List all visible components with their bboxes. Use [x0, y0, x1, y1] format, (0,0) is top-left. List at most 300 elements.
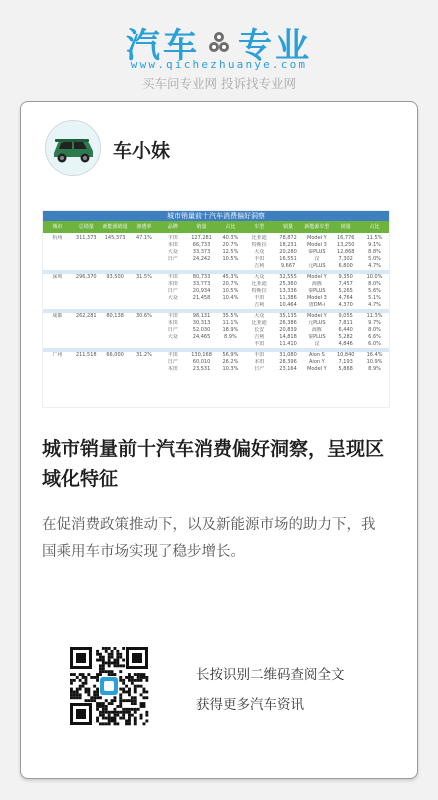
- qr-module: [96, 696, 99, 699]
- table-cell: [129, 288, 158, 295]
- qr-module: [79, 688, 82, 691]
- qr-module: [93, 691, 96, 694]
- qr-module: [87, 691, 90, 694]
- table-cell: [72, 366, 101, 373]
- table-cell: 吉利: [254, 334, 265, 340]
- qr-module: [99, 659, 102, 662]
- qr-module: [131, 676, 134, 679]
- qr-module: [122, 664, 125, 667]
- table-cell: 秦PLUS: [308, 288, 326, 294]
- table-cell: 31.2%: [135, 352, 152, 358]
- site-url: www.qichezhuanye.com: [130, 58, 308, 71]
- table-cell: 66,733: [192, 242, 211, 248]
- qr-module: [99, 656, 102, 659]
- qr-module: [119, 653, 122, 656]
- qr-module: [96, 679, 99, 682]
- qr-module: [105, 699, 108, 702]
- qr-module: [102, 670, 105, 673]
- qr-module: [73, 696, 76, 699]
- thumbnail-column-header: 销量: [196, 224, 207, 230]
- qr-module: [119, 688, 122, 691]
- qr-module: [143, 673, 146, 676]
- table-cell: 5.1%: [368, 295, 381, 301]
- table-cell: 8.0%: [368, 327, 381, 333]
- table-cell: 11,386: [279, 295, 297, 301]
- table-cell: 6.0%: [368, 341, 381, 347]
- table-cell: 比亚迪: [251, 281, 267, 287]
- table-cell: [72, 341, 101, 348]
- qr-module: [102, 656, 105, 659]
- thumbnail-column-header: 品牌: [167, 224, 178, 230]
- site-slogan: 买车问专业网 投诉找专业网: [142, 76, 296, 91]
- table-cell: 汉: [314, 341, 320, 347]
- qr-module: [108, 653, 111, 656]
- table-row: [43, 352, 389, 359]
- qr-module: [111, 656, 114, 659]
- table-cell: Model 3: [306, 295, 327, 301]
- qr-module: [79, 673, 82, 676]
- table-cell: 20,839: [279, 327, 297, 333]
- qr-module: [114, 708, 117, 711]
- table-row: [43, 249, 389, 256]
- table-cell: 4.7%: [368, 302, 381, 308]
- table-cell: 14,818: [279, 334, 297, 340]
- table-cell: 大众: [254, 249, 265, 255]
- qr-module: [114, 696, 117, 699]
- qr-module: [143, 702, 146, 705]
- table-cell: [43, 295, 72, 302]
- table-cell: 6,800: [338, 263, 353, 269]
- qr-module: [70, 696, 73, 699]
- qr-module: [111, 711, 114, 714]
- qr-module: [99, 667, 102, 670]
- table-cell: [101, 263, 130, 270]
- table-cell: [216, 263, 245, 270]
- table-cell: [101, 320, 130, 327]
- table-row: [43, 263, 389, 270]
- table-cell: 本田: [167, 281, 178, 287]
- qr-code[interactable]: [68, 645, 150, 727]
- qr-module: [108, 662, 111, 665]
- qr-module: [93, 676, 96, 679]
- table-cell: 11,410: [279, 341, 297, 347]
- table-cell: [43, 366, 72, 373]
- table-row: [43, 313, 389, 320]
- table-cell: 9,055: [338, 313, 353, 319]
- qr-module: [134, 688, 137, 691]
- thumbnail-column-header: 占比: [369, 224, 380, 230]
- qr-module: [105, 705, 108, 708]
- qr-module: [111, 650, 114, 653]
- qr-module: [76, 691, 79, 694]
- table-cell: 16.4%: [366, 352, 383, 358]
- table-cell: 丰田: [254, 341, 265, 347]
- thumbnail-column-header: 占比: [225, 224, 236, 230]
- qr-module: [85, 676, 88, 679]
- qr-module: [114, 714, 117, 717]
- qr-module: [96, 720, 99, 723]
- qr-module: [114, 673, 117, 676]
- qr-module: [143, 676, 146, 679]
- qr-module: [125, 722, 128, 725]
- table-cell: 5.0%: [368, 256, 381, 262]
- table-row: [43, 256, 389, 263]
- table-cell: 大众: [254, 274, 265, 280]
- table-cell: 9,350: [338, 274, 353, 280]
- table-cell: 16,551: [279, 256, 297, 262]
- qr-module: [116, 705, 119, 708]
- qr-module: [145, 679, 148, 682]
- qr-module: [137, 679, 140, 682]
- qr-module: [111, 670, 114, 673]
- qr-module: [99, 673, 102, 676]
- thumbnail-column-header: 渗透率: [136, 224, 152, 230]
- qr-module: [140, 676, 143, 679]
- qr-module: [73, 673, 76, 676]
- table-cell: [158, 263, 187, 270]
- qr-module: [70, 693, 73, 696]
- table-cell: 24,465: [192, 334, 211, 340]
- table-cell: 本田: [167, 366, 178, 372]
- table-row: [43, 341, 389, 348]
- qr-module: [105, 662, 108, 665]
- table-cell: 10.9%: [366, 359, 383, 365]
- table-cell: 大众: [167, 295, 178, 301]
- qr-module: [145, 714, 148, 717]
- qr-module: [128, 699, 131, 702]
- qr-module: [122, 691, 125, 694]
- table-cell: 元PLUS: [308, 320, 326, 326]
- qr-module: [79, 693, 82, 696]
- qr-module: [102, 662, 105, 665]
- qr-module: [125, 676, 128, 679]
- qr-module: [134, 699, 137, 702]
- table-cell: [43, 341, 72, 348]
- qr-module: [85, 688, 88, 691]
- qr-module: [119, 693, 122, 696]
- qr-module: [140, 705, 143, 708]
- table-cell: [129, 281, 158, 288]
- table-cell: [129, 327, 158, 334]
- article-thumbnail[interactable]: [42, 210, 390, 408]
- qr-module: [96, 650, 99, 653]
- qr-module: [119, 664, 122, 667]
- table-cell: 丰田: [167, 352, 178, 358]
- qr-module: [108, 670, 111, 673]
- qr-module: [143, 688, 146, 691]
- logo-text-right: 专业: [238, 26, 312, 66]
- qr-module: [76, 696, 79, 699]
- qr-module: [108, 711, 111, 714]
- qr-module: [140, 679, 143, 682]
- table-cell: 4.7%: [368, 263, 381, 269]
- table-cell: [129, 256, 158, 263]
- qr-module: [82, 682, 85, 685]
- qr-module: [99, 711, 102, 714]
- qr-module: [70, 682, 73, 685]
- qr-module: [87, 699, 90, 702]
- qr-module: [134, 673, 137, 676]
- article-title[interactable]: 城市销量前十汽车消费偏好洞察，呈现区域化特征: [42, 438, 385, 490]
- table-cell: 28,396: [279, 359, 297, 365]
- qr-module: [134, 717, 137, 720]
- qr-module: [140, 673, 143, 676]
- table-cell: [72, 249, 101, 256]
- qr-module: [114, 659, 117, 662]
- table-cell: [129, 302, 158, 309]
- qr-module: [125, 708, 128, 711]
- table-cell: 10,464: [279, 302, 297, 308]
- table-cell: 秦PLUS: [308, 249, 326, 255]
- qr-module: [102, 667, 105, 670]
- table-cell: 11.5%: [366, 235, 383, 241]
- table-cell: 35,135: [279, 313, 297, 319]
- qr-module: [111, 702, 114, 705]
- table-cell: 12.5%: [222, 249, 239, 255]
- qr-module: [143, 696, 146, 699]
- qr-module: [134, 720, 137, 723]
- table-cell: 9,667: [280, 263, 296, 269]
- qr-module: [96, 688, 99, 691]
- table-cell: 26,386: [279, 320, 297, 326]
- qr-module: [70, 679, 73, 682]
- table-cell: 杭州: [52, 235, 63, 241]
- qr-module: [96, 676, 99, 679]
- qr-module: [99, 722, 102, 725]
- table-cell: [72, 334, 101, 341]
- table-cell: [187, 263, 216, 270]
- qr-module: [108, 717, 111, 720]
- qr-module: [122, 679, 125, 682]
- qr-module: [114, 664, 117, 667]
- qr-module: [131, 702, 134, 705]
- qr-module: [108, 659, 111, 662]
- table-cell: 13,336: [279, 288, 297, 294]
- table-cell: [216, 341, 245, 348]
- table-cell: 广州: [52, 352, 63, 358]
- table-cell: [72, 327, 101, 334]
- table-cell: 130,168: [191, 352, 212, 358]
- thumbnail-column-header: 城市: [52, 224, 63, 230]
- qr-module: [114, 717, 117, 720]
- table-cell: [72, 288, 101, 295]
- table-cell: 21,458: [192, 295, 211, 301]
- table-cell: 9.7%: [368, 320, 381, 326]
- table-cell: [129, 242, 158, 249]
- qr-module: [96, 691, 99, 694]
- table-cell: [72, 242, 101, 249]
- table-cell: 4,846: [338, 341, 353, 347]
- qr-module: [116, 659, 119, 662]
- qr-module: [134, 679, 137, 682]
- qr-module: [125, 720, 128, 723]
- qr-module: [116, 662, 119, 665]
- table-cell: 6.6%: [368, 334, 381, 340]
- table-cell: 7,457: [338, 281, 353, 287]
- table-cell: 10.5%: [222, 288, 239, 294]
- table-cell: 16,776: [336, 235, 355, 241]
- table-cell: 唐DM-i: [308, 302, 326, 308]
- qr-module: [145, 720, 148, 723]
- site-header: [0, 0, 438, 100]
- qr-module: [116, 656, 119, 659]
- table-cell: [101, 256, 130, 263]
- table-cell: 特斯拉: [251, 288, 267, 294]
- qr-module: [128, 676, 131, 679]
- table-cell: 日产: [254, 366, 265, 372]
- table-cell: [43, 263, 72, 270]
- gear-icon: [206, 30, 232, 56]
- table-cell: [187, 302, 216, 309]
- qr-module: [131, 714, 134, 717]
- table-cell: 长安: [254, 327, 265, 333]
- qr-module: [102, 702, 105, 705]
- table-row: [43, 320, 389, 327]
- qr-module: [79, 679, 82, 682]
- qr-module: [105, 647, 108, 650]
- qr-module: [131, 682, 134, 685]
- qr-caption-line2: 获得更多汽车资讯: [196, 697, 304, 713]
- table-cell: [129, 366, 158, 373]
- table-cell: 海豚: [311, 281, 322, 287]
- table-cell: 30.6%: [135, 313, 152, 319]
- table-cell: 5,282: [338, 334, 353, 340]
- qr-module: [76, 693, 79, 696]
- table-cell: 60,010: [192, 359, 211, 365]
- author-name[interactable]: 车小妹: [113, 140, 171, 162]
- table-cell: 23,164: [279, 366, 297, 372]
- qr-module: [105, 711, 108, 714]
- qr-module: [99, 664, 102, 667]
- qr-module: [122, 688, 125, 691]
- table-cell: 9.1%: [368, 242, 381, 248]
- qr-module: [143, 691, 146, 694]
- table-cell: [43, 302, 72, 309]
- qr-module: [134, 722, 137, 725]
- qr-module: [85, 691, 88, 694]
- qr-module: [70, 691, 73, 694]
- qr-module: [122, 682, 125, 685]
- qr-module: [143, 705, 146, 708]
- table-cell: [129, 295, 158, 302]
- table-cell: [129, 334, 158, 341]
- table-cell: [72, 320, 101, 327]
- table-cell: [43, 249, 72, 256]
- qr-module: [105, 717, 108, 720]
- table-row: [43, 302, 389, 309]
- qr-module: [96, 693, 99, 696]
- table-cell: 127,281: [191, 235, 212, 241]
- qr-module: [96, 705, 99, 708]
- qr-module: [111, 662, 114, 665]
- qr-module: [111, 720, 114, 723]
- table-cell: 262,281: [75, 313, 97, 319]
- table-cell: 7,302: [338, 256, 353, 262]
- table-cell: 吉利: [254, 263, 265, 269]
- qr-module: [134, 696, 137, 699]
- car-icon: [46, 121, 100, 175]
- table-cell: 31.5%: [135, 274, 152, 280]
- avatar: [45, 120, 101, 176]
- table-cell: [72, 256, 101, 263]
- qr-module: [119, 717, 122, 720]
- article-card[interactable]: [20, 101, 418, 779]
- qr-module: [134, 711, 137, 714]
- qr-module: [99, 696, 102, 699]
- table-cell: 丰田: [167, 235, 178, 241]
- table-cell: 20.7%: [222, 281, 239, 287]
- table-cell: 30,313: [192, 320, 211, 326]
- table-cell: 本田: [167, 320, 178, 326]
- qr-module: [140, 717, 143, 720]
- table-cell: 52,030: [192, 327, 211, 333]
- qr-module: [128, 714, 131, 717]
- thumbnail-column-header: 车型: [254, 224, 265, 230]
- table-cell: 10.0%: [366, 274, 383, 280]
- qr-module: [93, 696, 96, 699]
- table-cell: [101, 295, 130, 302]
- qr-module: [102, 714, 105, 717]
- qr-module: [111, 673, 114, 676]
- table-cell: 211,518: [75, 352, 97, 358]
- qr-module: [119, 676, 122, 679]
- qr-module: [140, 702, 143, 705]
- qr-module: [119, 656, 122, 659]
- qr-module: [96, 708, 99, 711]
- table-cell: 秦PLUS: [308, 334, 326, 340]
- qr-module: [137, 685, 140, 688]
- table-row: [43, 295, 389, 302]
- table-cell: [101, 366, 130, 373]
- table-cell: 10,840: [336, 352, 355, 358]
- qr-module: [96, 702, 99, 705]
- qr-module: [105, 650, 108, 653]
- qr-module: [116, 650, 119, 653]
- qr-module: [108, 673, 111, 676]
- table-cell: 比亚迪: [251, 235, 267, 241]
- table-cell: 丰田: [254, 295, 265, 301]
- table-cell: 4,764: [338, 295, 353, 301]
- qr-module: [128, 693, 131, 696]
- qr-module: [111, 699, 114, 702]
- table-cell: 56.9%: [222, 352, 239, 358]
- table-cell: [101, 341, 130, 348]
- qr-module: [93, 699, 96, 702]
- table-cell: 大众: [167, 249, 178, 255]
- table-cell: [129, 320, 158, 327]
- table-cell: 日产: [167, 256, 178, 262]
- qr-module: [90, 676, 93, 679]
- qr-module: [87, 693, 90, 696]
- qr-module: [76, 688, 79, 691]
- table-cell: 12,868: [336, 249, 355, 255]
- table-cell: 特斯拉: [251, 242, 267, 248]
- table-cell: 本田: [254, 359, 265, 365]
- table-cell: 32,555: [279, 274, 297, 280]
- qr-module: [105, 708, 108, 711]
- table-row: [43, 235, 389, 242]
- qr-module: [102, 664, 105, 667]
- qr-module: [125, 699, 128, 702]
- qr-module: [134, 702, 137, 705]
- table-row: [43, 366, 389, 373]
- table-cell: Aion Y: [309, 359, 325, 365]
- qr-module: [128, 720, 131, 723]
- qr-module: [108, 702, 111, 705]
- table-cell: [72, 302, 101, 309]
- qr-module: [122, 711, 125, 714]
- table-cell: 31,080: [279, 352, 297, 358]
